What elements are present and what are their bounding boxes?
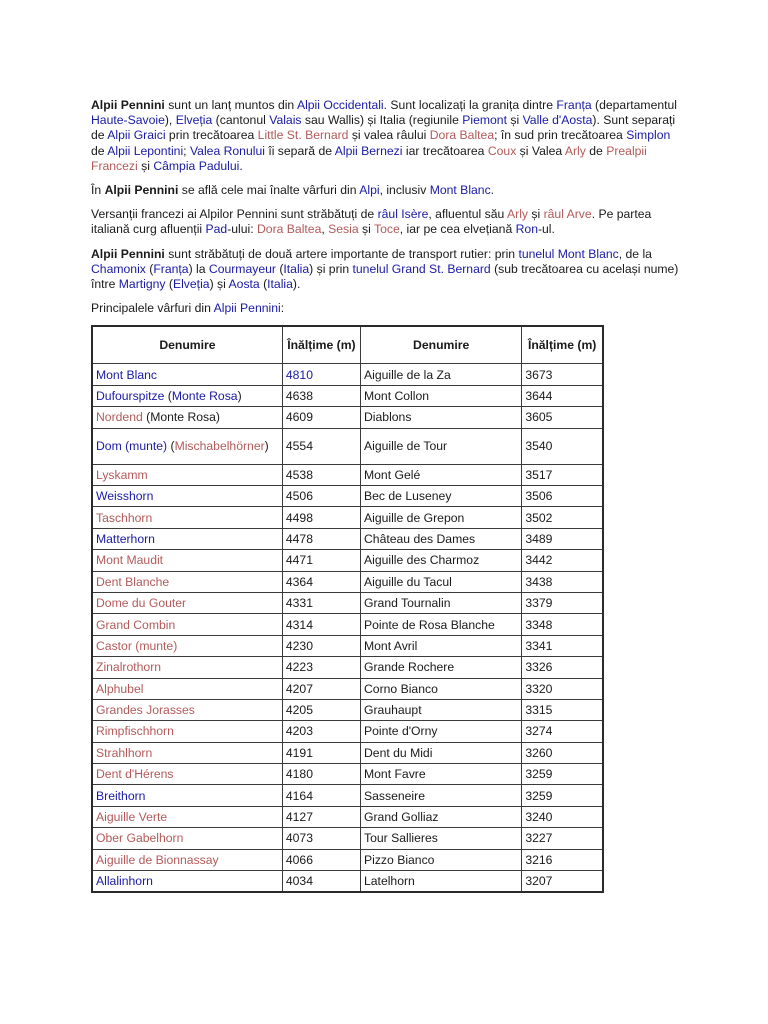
col-header-name-1: Denumire <box>92 326 282 364</box>
wiki-link[interactable]: Arly <box>564 143 586 158</box>
peak-height-cell: 3348 <box>522 614 603 635</box>
wiki-link[interactable]: Dora Baltea <box>429 128 495 143</box>
text-run: ( <box>145 261 154 276</box>
wiki-link[interactable]: Simplon <box>626 128 671 143</box>
text-run: sunt străbătuți de două artere importante de transport rutier: prin <box>164 246 519 261</box>
peak-name-cell <box>92 385 282 406</box>
text-run: , afluentul său <box>428 207 507 222</box>
peak-name-cell <box>92 785 282 806</box>
peak-name-cell <box>92 550 282 571</box>
table-row <box>92 806 603 827</box>
text-run: -ului: <box>227 222 257 237</box>
peak-name-cell <box>92 806 282 827</box>
wiki-link[interactable]: Valle d'Aosta <box>522 113 593 128</box>
table-row <box>92 849 603 870</box>
peak-name-cell: Aiguille de Grepon <box>361 507 522 528</box>
text-run: . Pe partea italiană curg afluenții <box>91 207 652 237</box>
peak-height-cell: 3216 <box>522 849 603 870</box>
peak-name-cell <box>92 828 282 849</box>
table-row <box>92 785 603 806</box>
wiki-link[interactable]: Aosta <box>228 277 260 292</box>
wiki-link[interactable]: Italia <box>267 277 293 292</box>
peak-name-cell: Grand Tournalin <box>361 592 522 613</box>
text-run: ( <box>275 261 284 276</box>
peak-height-cell: 3207 <box>522 871 603 893</box>
peak-height-cell: 4506 <box>282 486 360 507</box>
text-run: (sub trecătoarea cu același nume) între <box>91 261 679 292</box>
peak-height-cell: 3506 <box>522 486 603 507</box>
peak-height-cell: 3259 <box>522 785 603 806</box>
table-row <box>92 407 603 428</box>
wiki-link[interactable]: Dome du Gouter <box>96 596 187 611</box>
peak-height-cell: 3227 <box>522 828 603 849</box>
text-run: sunt un lanț muntos din <box>164 98 297 112</box>
col-header-name-2: Denumire <box>361 326 522 364</box>
text-run: ) la <box>188 261 209 276</box>
text-run: ( <box>167 439 175 454</box>
peak-name-cell <box>92 507 282 528</box>
table-row <box>92 764 603 785</box>
peak-name-cell <box>92 614 282 635</box>
peak-name-cell: Pizzo Bianco <box>361 849 522 870</box>
wiki-link[interactable]: Mont Blanc <box>96 367 157 382</box>
peak-name-cell: Bec de Luseney <box>361 486 522 507</box>
table-row <box>92 657 603 678</box>
text-run: ) <box>237 389 242 404</box>
peak-height-cell: 3644 <box>522 385 603 406</box>
wiki-link[interactable]: Italia <box>283 261 310 276</box>
col-header-height-1: Înălțime (m) <box>282 326 360 364</box>
peak-height-cell: 4538 <box>282 464 360 485</box>
wiki-link[interactable]: Courmayeur <box>208 261 276 276</box>
wiki-link[interactable]: Franța <box>153 261 189 276</box>
wiki-link[interactable]: Lyskamm <box>96 467 148 482</box>
peak-height-cell: 3540 <box>522 428 603 464</box>
peak-height-cell: 3341 <box>522 635 603 656</box>
wiki-link[interactable]: Martigny <box>118 277 166 292</box>
peak-height-cell: 3240 <box>522 806 603 827</box>
table-body <box>92 364 603 892</box>
peak-name-cell <box>92 407 282 428</box>
text-run: Versanții francezi ai Alpilor Pennini sunt străbătuți de <box>91 207 378 222</box>
text-run: , inclusiv <box>379 183 430 198</box>
table-row <box>92 614 603 635</box>
wiki-link[interactable]: Alpii Graici <box>107 128 166 143</box>
text-run: prin trecătoarea <box>165 128 258 143</box>
peak-height-cell: 4223 <box>282 657 360 678</box>
bold-term: Alpii Pennini <box>91 246 165 261</box>
text-run: ). <box>292 277 301 292</box>
text-run: : <box>280 301 285 316</box>
peak-height-cell: 3438 <box>522 571 603 592</box>
peak-name-cell: Château des Dames <box>361 528 522 549</box>
peak-name-cell <box>92 571 282 592</box>
peak-height-cell: 3442 <box>522 550 603 571</box>
wiki-link[interactable]: Rimpfischhorn <box>96 724 174 739</box>
table-row <box>92 385 603 406</box>
peak-name-cell <box>92 849 282 870</box>
wiki-link[interactable]: Little St. Bernard <box>257 128 349 143</box>
wiki-link[interactable]: Haute-Savoie <box>91 113 165 128</box>
wiki-link[interactable]: Taschhorn <box>96 510 153 525</box>
wiki-link[interactable]: Dufourspitze <box>96 389 165 404</box>
peak-name-cell: Grand Golliaz <box>361 806 522 827</box>
peak-name-cell: Pointe de Rosa Blanche <box>361 614 522 635</box>
article-body <box>91 98 681 316</box>
peak-name-cell: Aiguille de Tour <box>361 428 522 464</box>
wiki-link[interactable]: Ober Gabelhorn <box>96 831 184 846</box>
wiki-link[interactable]: Allalinhorn <box>96 874 153 889</box>
wiki-link[interactable]: Chamonix <box>91 261 146 276</box>
wiki-link[interactable]: Mont Blanc <box>429 183 491 198</box>
peak-height-cell: 4478 <box>282 528 360 549</box>
col-header-height-2: Înălțime (m) <box>522 326 603 364</box>
wiki-link[interactable]: Câmpia Padului <box>153 158 240 173</box>
peak-height-cell[interactable]: 4810 <box>282 364 360 385</box>
text-run: . <box>239 158 243 173</box>
wiki-link[interactable]: Breithorn <box>96 788 146 803</box>
text-run: ) și prin <box>309 261 353 276</box>
peak-name-cell: Diablons <box>361 407 522 428</box>
peak-name-cell: Grauhaupt <box>361 699 522 720</box>
table-row <box>92 592 603 613</box>
text-run: -ul. <box>537 222 555 237</box>
text-run: (cantonul <box>212 113 270 128</box>
text-run: (Monte Rosa) <box>142 410 220 425</box>
text-run: ( <box>259 277 268 292</box>
peak-height-cell: 4180 <box>282 764 360 785</box>
wiki-link[interactable]: Piemont <box>462 113 507 128</box>
wiki-link[interactable]: Prealpii Francezi <box>91 143 647 173</box>
peak-name-cell: Sasseneire <box>361 785 522 806</box>
text-run: și Valea <box>516 143 565 158</box>
wiki-link[interactable]: Alpii Lepontini <box>107 143 184 158</box>
article-content <box>91 98 681 893</box>
peak-height-cell: 4127 <box>282 806 360 827</box>
table-row <box>92 678 603 699</box>
peak-height-cell: 3502 <box>522 507 603 528</box>
text-run: ; în sud prin trecătoarea <box>494 128 627 143</box>
peak-height-cell: 3315 <box>522 699 603 720</box>
peak-name-cell: Mont Collon <box>361 385 522 406</box>
bold-term: Alpii Pennini <box>91 98 165 112</box>
peak-height-cell: 3673 <box>522 364 603 385</box>
peak-name-cell <box>92 721 282 742</box>
wiki-link[interactable]: Ron <box>515 222 538 237</box>
peak-height-cell: 4034 <box>282 871 360 893</box>
peak-name-cell <box>92 428 282 464</box>
wiki-link[interactable]: Alpii Bernezi <box>334 143 403 158</box>
peak-name-cell: Grande Rochere <box>361 657 522 678</box>
table-row <box>92 699 603 720</box>
peak-name-cell: Mont Gelé <box>361 464 522 485</box>
table-row <box>92 550 603 571</box>
peak-name-cell: Aiguille du Tacul <box>361 571 522 592</box>
peak-name-cell <box>92 528 282 549</box>
table-row <box>92 635 603 656</box>
peak-height-cell: 4314 <box>282 614 360 635</box>
table-header-row <box>92 326 603 364</box>
text-run: și <box>137 158 154 173</box>
peak-height-cell: 4638 <box>282 385 360 406</box>
text-run: . Sunt localizați la granița dintre <box>383 98 557 112</box>
wiki-link[interactable]: Grandes Jorasses <box>96 703 195 718</box>
text-run: ; <box>183 143 190 158</box>
text-run: și <box>506 113 523 128</box>
table-row <box>92 486 603 507</box>
peak-name-cell <box>92 464 282 485</box>
peak-name-cell <box>92 635 282 656</box>
wiki-link[interactable]: Sesia <box>328 222 359 237</box>
peak-height-cell: 4331 <box>282 592 360 613</box>
text-run: se află cele mai înalte vârfuri din <box>178 183 360 198</box>
peak-height-cell: 4073 <box>282 828 360 849</box>
text-run: ( <box>165 277 173 292</box>
wiki-link[interactable]: Valais <box>269 113 302 128</box>
peak-height-cell: 4471 <box>282 550 360 571</box>
text-run: În <box>91 183 105 198</box>
peak-height-cell: 4230 <box>282 635 360 656</box>
wiki-link[interactable]: Dora Baltea <box>257 222 322 237</box>
peak-height-cell: 4191 <box>282 742 360 763</box>
text-run: de <box>585 143 607 158</box>
text-run: Principalele vârfuri din <box>91 301 214 316</box>
paragraph <box>91 301 681 316</box>
peak-height-cell: 4205 <box>282 699 360 720</box>
wiki-link[interactable]: Elveția <box>175 113 213 128</box>
peak-name-cell <box>92 364 282 385</box>
wiki-link[interactable]: Elveția <box>172 277 210 292</box>
wiki-link[interactable]: Dent Blanche <box>96 574 170 589</box>
wiki-link[interactable]: Mischabelhörner <box>174 439 265 454</box>
text-run: , iar pe cea elvețiană <box>399 222 516 237</box>
wiki-link[interactable]: tunelul Mont Blanc <box>518 246 619 261</box>
text-run: , <box>321 222 329 237</box>
peak-name-cell: Mont Avril <box>361 635 522 656</box>
text-run: iar trecătoarea <box>402 143 488 158</box>
wiki-link[interactable]: Castor (munte) <box>96 638 178 653</box>
wiki-link[interactable]: râul Arve <box>543 207 592 222</box>
peak-name-cell <box>92 742 282 763</box>
wiki-link[interactable]: Weisshorn <box>96 489 154 504</box>
wiki-link[interactable]: Nordend <box>96 410 143 425</box>
text-run: ( <box>164 389 172 404</box>
peak-height-cell: 3379 <box>522 592 603 613</box>
peak-height-cell: 4364 <box>282 571 360 592</box>
wiki-link[interactable]: Monte Rosa <box>171 389 238 404</box>
peak-name-cell: Aiguille de la Za <box>361 364 522 385</box>
peak-height-cell: 4066 <box>282 849 360 870</box>
peak-height-cell: 4609 <box>282 407 360 428</box>
text-run: (departamentul <box>591 98 678 112</box>
text-run: îi separă de <box>264 143 335 158</box>
table-row <box>92 528 603 549</box>
peak-name-cell <box>92 486 282 507</box>
peak-height-cell: 4498 <box>282 507 360 528</box>
peak-name-cell: Pointe d'Orny <box>361 721 522 742</box>
peak-height-cell: 3605 <box>522 407 603 428</box>
wiki-link[interactable]: Aiguille de Bionnassay <box>96 852 219 867</box>
peak-height-cell: 3259 <box>522 764 603 785</box>
wiki-link[interactable]: tunelul Grand St. Bernard <box>352 261 491 276</box>
peak-name-cell <box>92 764 282 785</box>
peak-height-cell: 3517 <box>522 464 603 485</box>
wiki-link[interactable]: Valea Ronului <box>189 143 265 158</box>
text-run: și <box>528 207 544 222</box>
text-run: ) <box>264 439 269 454</box>
wiki-link[interactable]: Alpii Pennini <box>213 301 281 316</box>
peak-name-cell: Corno Bianco <box>361 678 522 699</box>
wiki-link[interactable]: Alpii Occidentali <box>296 98 384 112</box>
peak-name-cell <box>92 678 282 699</box>
wiki-link[interactable]: Alpi <box>359 183 380 198</box>
peaks-table <box>91 325 604 893</box>
peak-name-cell: Aiguille des Charmoz <box>361 550 522 571</box>
wiki-link[interactable]: Pad <box>205 222 228 237</box>
wiki-link[interactable]: Dent d'Hérens <box>96 767 174 782</box>
paragraph <box>91 207 681 237</box>
table-row <box>92 507 603 528</box>
peak-height-cell: 4207 <box>282 678 360 699</box>
wiki-link[interactable]: Matterhorn <box>96 531 155 546</box>
peak-height-cell: 4164 <box>282 785 360 806</box>
peak-name-cell <box>92 871 282 893</box>
wiki-link[interactable]: Zinalrothorn <box>96 660 162 675</box>
peak-height-cell: 3326 <box>522 657 603 678</box>
peak-name-cell <box>92 699 282 720</box>
text-run: ). Sunt separați de <box>91 113 676 143</box>
paragraph <box>91 247 681 293</box>
wiki-link[interactable]: Toce <box>374 222 400 237</box>
text-run: , de la <box>618 246 652 261</box>
table-row <box>92 828 603 849</box>
peak-height-cell: 3489 <box>522 528 603 549</box>
peak-name-cell <box>92 657 282 678</box>
peak-name-cell <box>92 592 282 613</box>
peak-name-cell: Mont Favre <box>361 764 522 785</box>
table-row <box>92 742 603 763</box>
peak-height-cell: 3274 <box>522 721 603 742</box>
wiki-link[interactable]: Franța <box>556 98 592 112</box>
wiki-link[interactable]: Grand Combin <box>96 617 176 632</box>
wiki-link[interactable]: Arly <box>507 207 528 222</box>
wiki-link[interactable]: râul Isère <box>377 207 429 222</box>
text-run: ) și <box>209 277 229 292</box>
wiki-link[interactable]: Aiguille Verte <box>96 810 168 825</box>
wiki-link[interactable]: Alphubel <box>96 681 144 696</box>
table-row <box>92 871 603 893</box>
text-run: de <box>91 143 108 158</box>
table-row <box>92 428 603 464</box>
wiki-link[interactable]: Dom (munte) <box>96 439 168 454</box>
text-run: . <box>490 183 495 198</box>
peak-height-cell: 3320 <box>522 678 603 699</box>
peak-height-cell: 3260 <box>522 742 603 763</box>
wiki-link[interactable]: Coux <box>487 143 517 158</box>
peak-name-cell: Dent du Midi <box>361 742 522 763</box>
text-run: sau Wallis) și Italia (regiunile <box>301 113 463 128</box>
peak-height-cell: 4203 <box>282 721 360 742</box>
text-run: și <box>358 222 374 237</box>
table-row <box>92 721 603 742</box>
paragraph <box>91 183 681 198</box>
bold-term: Alpii Pennini <box>104 183 179 198</box>
wiki-link[interactable]: Mont Maudit <box>96 553 164 568</box>
table-row <box>92 364 603 385</box>
peak-name-cell: Tour Sallieres <box>361 828 522 849</box>
peak-height-cell: 4554 <box>282 428 360 464</box>
text-run: și valea râului <box>348 128 430 143</box>
peak-name-cell: Latelhorn <box>361 871 522 893</box>
text-run: ), <box>164 113 176 128</box>
paragraph <box>91 98 681 174</box>
wiki-link[interactable]: Strahlhorn <box>96 745 153 760</box>
table-row <box>92 571 603 592</box>
table-row <box>92 464 603 485</box>
